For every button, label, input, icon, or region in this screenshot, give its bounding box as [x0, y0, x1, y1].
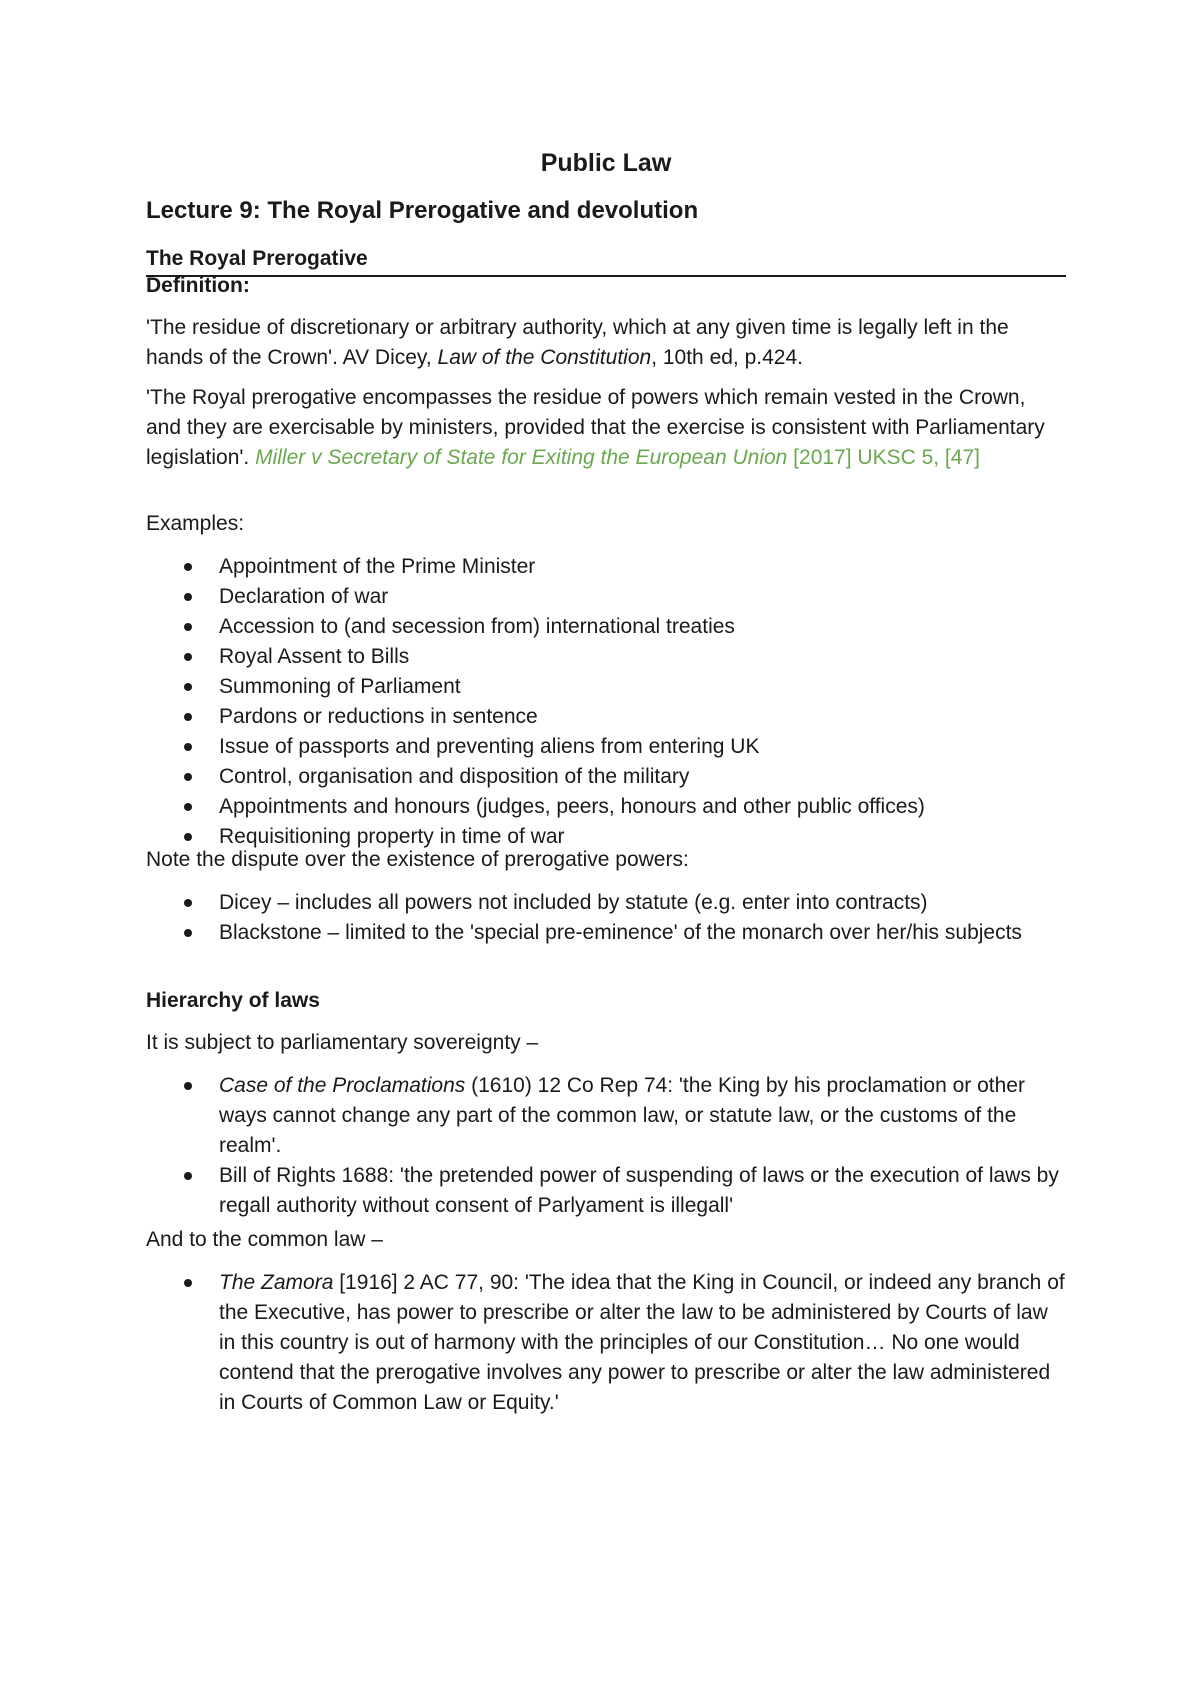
sovereignty-list	[146, 1071, 1066, 1221]
case-name: The Zamora	[219, 1271, 334, 1294]
definition-miller	[146, 383, 1066, 473]
examples-label: Examples:	[146, 512, 245, 535]
example-item: Declaration of war	[146, 582, 1066, 612]
example-item: Issue of passports and preventing aliens from entering UK	[146, 732, 1066, 762]
miller-citation: [2017] UKSC 5, [47]	[787, 446, 980, 469]
section-heading: The Royal Prerogative	[146, 246, 1066, 277]
miller-case-name: Miller v Secretary of State for Exiting the European Union	[255, 446, 788, 469]
dicey-quote: 'The residue of discretionary or arbitrary authority, which at any given time is legally left in the hands of the Crown'. AV Dicey,	[146, 316, 1009, 369]
case-text: Bill of Rights 1688: 'the pretended power of suspending of laws or the execution of laws by regall authority without consent of Parlyament is illegall'	[219, 1164, 1059, 1217]
definition-dicey	[146, 313, 1066, 373]
dispute-list	[146, 888, 1066, 948]
case-text: (1610) 12 Co Rep 74: 'the King by his proclamation or other ways cannot change any part of the common law, or statute law, or the customs of the realm'.	[219, 1074, 1025, 1157]
definition-label: Definition:	[146, 274, 250, 297]
sovereignty-item	[146, 1071, 1066, 1161]
document-title: Public Law	[540, 149, 672, 177]
example-item: Pardons or reductions in sentence	[146, 702, 1066, 732]
case-name: Case of the Proclamations	[219, 1074, 466, 1097]
dispute-intro: Note the dispute over the existence of prerogative powers:	[146, 848, 689, 871]
example-item: Accession to (and secession from) international treaties	[146, 612, 1066, 642]
hierarchy-heading: Hierarchy of laws	[146, 989, 320, 1012]
dispute-item: Dicey – includes all powers not included by statute (e.g. enter into contracts)	[146, 888, 1066, 918]
sovereignty-item	[146, 1161, 1066, 1221]
dicey-work-title: Law of the Constitution	[437, 346, 652, 369]
example-item: Requisitioning property in time of war	[146, 822, 1066, 852]
example-item: Appointments and honours (judges, peers, honours and other public offices)	[146, 792, 1066, 822]
dicey-edition: , 10th ed, p.424.	[651, 346, 803, 369]
case-text: [1916] 2 AC 77, 90: 'The idea that the King in Council, or indeed any branch of the Executive, has power to prescribe or alter the law to be administered by Courts of law in this country is out of harmony with the principles of our Constitution… No one would contend that the prerogative involves any power to prescribe or alter the law administered in Courts of Common Law or Equity.'	[219, 1271, 1065, 1414]
sovereignty-intro: It is subject to parliamentary sovereignty –	[146, 1031, 539, 1054]
example-item: Royal Assent to Bills	[146, 642, 1066, 672]
example-item: Appointment of the Prime Minister	[146, 552, 1066, 582]
examples-list	[146, 552, 1066, 852]
common-law-intro: And to the common law –	[146, 1228, 383, 1251]
dispute-item: Blackstone – limited to the 'special pre-eminence' of the monarch over her/his subjects	[146, 918, 1066, 948]
common-law-list	[146, 1268, 1066, 1418]
miller-quote: 'The Royal prerogative encompasses the residue of powers which remain vested in the Crown, and they are exercisable by ministers, provided that the exercise is consistent with Parliamentary legislation'.	[146, 386, 1045, 469]
lecture-heading: Lecture 9: The Royal Prerogative and devolution	[146, 197, 699, 224]
example-item: Summoning of Parliament	[146, 672, 1066, 702]
common-law-item	[146, 1268, 1066, 1418]
example-item: Control, organisation and disposition of the military	[146, 762, 1066, 792]
